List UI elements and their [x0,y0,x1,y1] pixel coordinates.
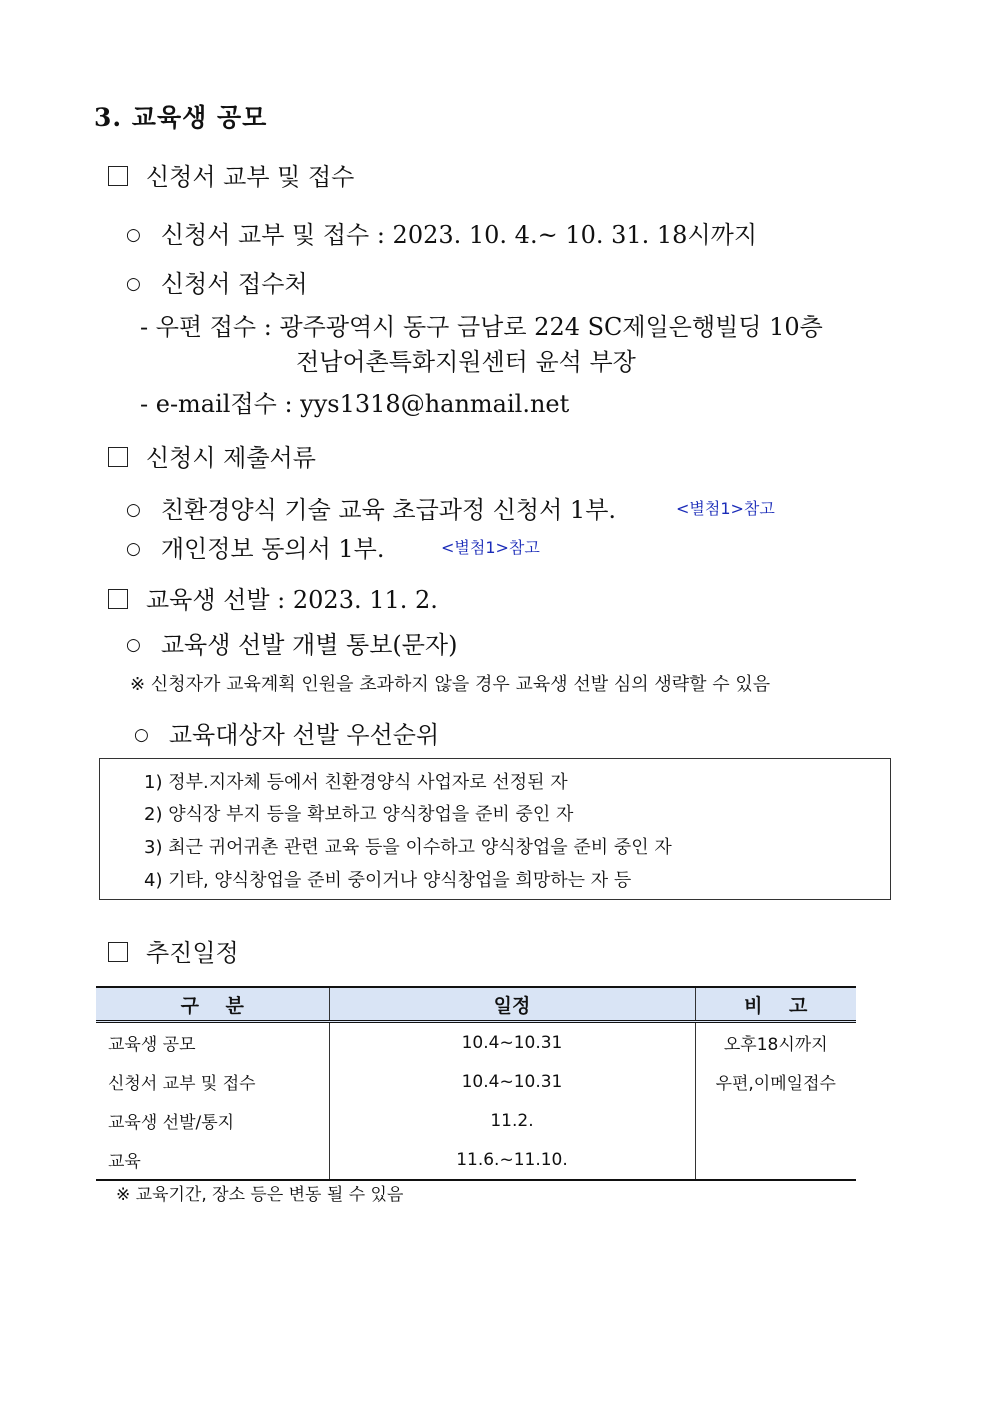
header-category: 구 분 [96,987,329,1022]
priority-criteria-box [99,758,891,900]
circle-bullet-icon: ○ [126,500,141,520]
cell-remarks: 오후18시까지 [695,1022,856,1063]
circle-bullet-icon: ○ [126,635,141,655]
criteria-item: 3) 최근 귀어귀촌 관련 교육 등을 이수하고 양식창업을 준비 중인 자 [144,837,672,858]
square-bullet-icon [108,942,128,962]
cell-category: 교육 [96,1140,329,1180]
schedule-footnote: ※ 교육기간, 장소 등은 변동 될 수 있음 [116,1185,404,1205]
item-selection-notice [126,625,457,660]
schedule-table [96,986,856,1181]
heading-selection [108,580,438,615]
cell-category: 신청서 교부 및 접수 [108,1074,256,1094]
cell-schedule: 10.4~10.31 [329,1022,695,1063]
item-doc-form [126,490,616,525]
heading-selection-text: 교육생 선발 : 2023. 11. 2. [146,586,438,614]
item-doc-consent-text: 개인정보 동의서 1부. [160,535,385,563]
heading-schedule [108,933,239,968]
header-remarks: 비 고 [695,987,856,1022]
circle-bullet-icon: ○ [126,539,141,559]
post-address-line1: - 우편 접수 : 광주광역시 동구 금남로 224 SC제일은행빌딩 10층 [140,313,823,341]
post-address-line2: 전남어촌특화지원센터 윤석 부장 [296,348,636,376]
table-row [96,1101,856,1140]
item-application-period [126,215,757,250]
doc-consent-ref: <별첨1>참고 [441,538,540,557]
item-doc-form-text: 친환경양식 기술 교육 초급과정 신청서 1부. [160,496,617,524]
doc-form-ref: <별첨1>참고 [676,499,775,518]
cell-remarks [695,1140,856,1180]
criteria-item: 1) 정부.지자체 등에서 친환경양식 사업자로 선정된 자 [144,772,568,793]
item-application-period-text: 신청서 교부 및 접수 : 2023. 10. 4.~ 10. 31. 18시까지 [160,221,757,249]
circle-bullet-icon: ○ [126,225,141,245]
square-bullet-icon [108,166,128,186]
cell-remarks [695,1101,856,1140]
cell-category: 교육생 선발/통지 [108,1113,235,1133]
table-header-row [96,987,856,1022]
cell-category: 교육생 공모 [108,1035,196,1055]
table-row [96,1140,856,1180]
section-title: 3. 교육생 공모 [94,103,268,132]
table-row [96,1062,856,1101]
cell-remarks: 우편,이메일접수 [695,1062,856,1101]
square-bullet-icon [108,589,128,609]
email-line: - e-mail접수 : yys1318@hanmail.net [140,390,570,418]
circle-bullet-icon: ○ [134,725,149,745]
heading-application-text: 신청서 교부 및 접수 [146,163,355,191]
selection-note: ※ 신청자가 교육계획 인원을 초과하지 않을 경우 교육생 선발 심의 생략할 수 있음 [130,674,771,695]
heading-application [108,157,354,192]
cell-schedule: 10.4~10.31 [329,1062,695,1101]
heading-schedule-text: 추진일정 [146,939,239,967]
heading-documents [108,438,316,473]
square-bullet-icon [108,447,128,467]
cell-schedule: 11.2. [329,1101,695,1140]
item-priority [134,715,439,750]
criteria-item: 2) 양식장 부지 등을 확보하고 양식창업을 준비 중인 자 [144,804,574,825]
heading-documents-text: 신청시 제출서류 [146,444,316,472]
criteria-item: 4) 기타, 양식창업을 준비 중이거나 양식창업을 희망하는 자 등 [144,870,632,891]
header-schedule: 일정 [329,987,695,1022]
item-application-place [126,264,308,299]
item-selection-notice-text: 교육생 선발 개별 통보(문자) [160,631,458,659]
circle-bullet-icon: ○ [126,274,141,294]
cell-schedule: 11.6.~11.10. [329,1140,695,1180]
item-priority-text: 교육대상자 선발 우선순위 [168,721,440,749]
item-application-place-text: 신청서 접수처 [160,270,308,298]
table-row [96,1022,856,1063]
item-doc-consent [126,529,384,564]
